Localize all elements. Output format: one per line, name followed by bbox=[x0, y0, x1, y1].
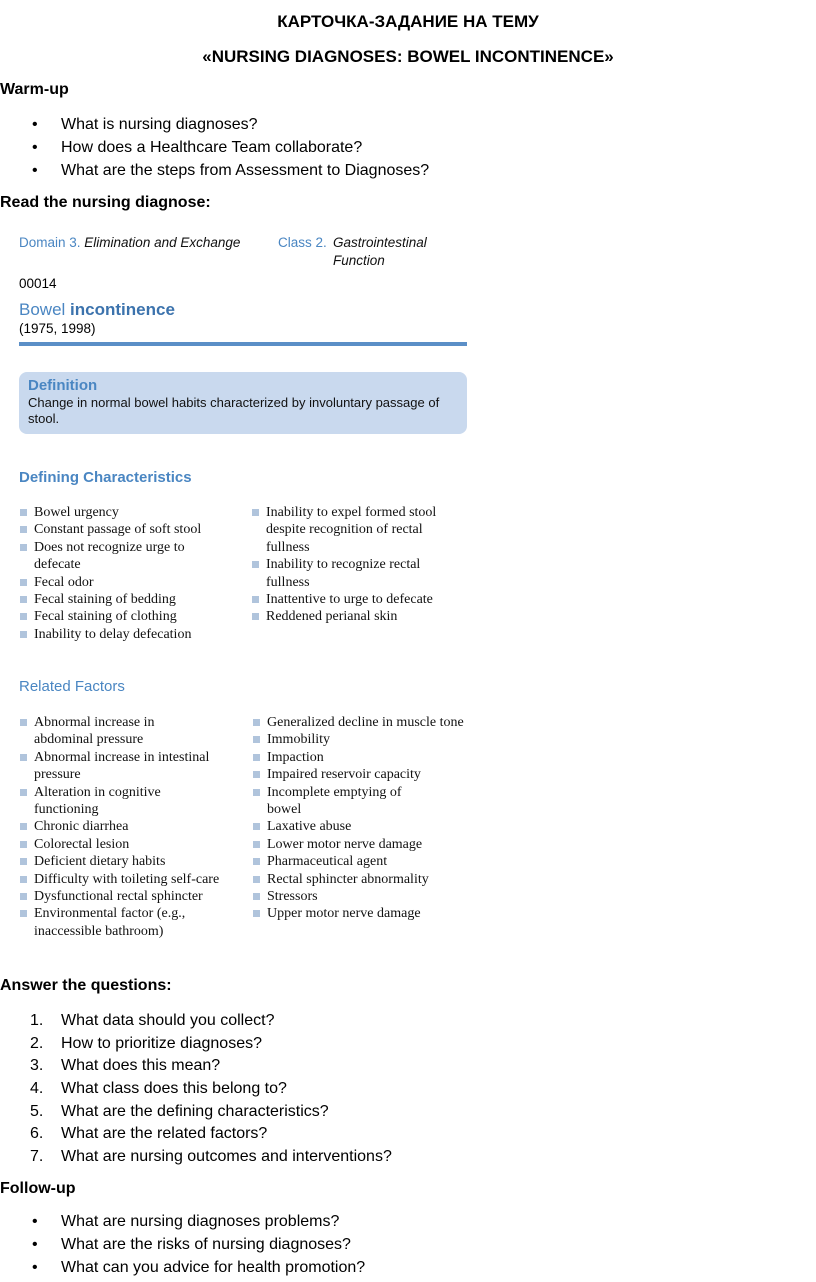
list-item: Abnormal increase in intestinal pressure bbox=[19, 749, 249, 784]
list-item: Immobility bbox=[252, 731, 467, 748]
list-item: • How does a Healthcare Team collaborate? bbox=[0, 136, 700, 159]
list-item: Inability to delay defecation bbox=[19, 626, 239, 643]
square-bullet-icon bbox=[20, 754, 27, 761]
class-label: Class 2. bbox=[278, 235, 327, 250]
list-item: • What are the steps from Assessment to Diagnoses? bbox=[0, 159, 700, 182]
list-item: Dysfunctional rectal sphincter bbox=[19, 888, 249, 905]
list-item: Rectal sphincter abnormality bbox=[252, 871, 467, 888]
list-item: Pharmaceutical agent bbox=[252, 853, 467, 870]
list-item: Impaction bbox=[252, 749, 467, 766]
list-item: 1. What data should you collect? bbox=[30, 1012, 275, 1029]
diagnosis-figure bbox=[0, 228, 480, 948]
list-item: Generalized decline in muscle tone bbox=[252, 714, 467, 731]
defining-right-list bbox=[251, 504, 466, 626]
square-bullet-icon bbox=[20, 841, 27, 848]
defining-left-list bbox=[19, 504, 239, 643]
bullet-icon: • bbox=[32, 1213, 38, 1230]
list-item: 2. How to prioritize diagnoses? bbox=[30, 1034, 262, 1052]
square-bullet-icon bbox=[20, 613, 27, 620]
square-bullet-icon bbox=[20, 509, 27, 516]
square-bullet-icon bbox=[253, 789, 260, 796]
list-item: 5. What are the defining characteristics? bbox=[30, 1102, 329, 1120]
list-item: • What are the risks of nursing diagnoses? bbox=[0, 1233, 700, 1256]
class-name: Gastrointestinal Function bbox=[333, 235, 427, 268]
square-bullet-icon bbox=[20, 544, 27, 551]
page-title-line1: КАРТОЧКА-ЗАДАНИЕ НА ТЕМУ bbox=[277, 12, 539, 31]
class-block bbox=[278, 234, 327, 252]
list-item: 7. What are nursing outcomes and interventions? bbox=[30, 1148, 392, 1166]
domain-class-line bbox=[19, 234, 240, 252]
divider bbox=[19, 342, 467, 346]
list-item: Upper motor nerve damage bbox=[252, 905, 467, 922]
square-bullet-icon bbox=[20, 631, 27, 638]
list-item: Inability to recognize rectal fullness bbox=[251, 556, 466, 591]
square-bullet-icon bbox=[253, 910, 260, 917]
list-item: 4. What class does this belong to? bbox=[30, 1080, 287, 1098]
square-bullet-icon bbox=[20, 526, 27, 533]
list-item: Colorectal lesion bbox=[19, 836, 249, 853]
followup-list bbox=[0, 1210, 700, 1279]
definition-heading: Definition bbox=[28, 377, 98, 394]
list-item: • What are nursing diagnoses problems? bbox=[0, 1210, 700, 1233]
list-item: Inattentive to urge to defecate bbox=[251, 591, 466, 608]
diagnosis-code: 00014 bbox=[19, 276, 57, 291]
square-bullet-icon bbox=[253, 841, 260, 848]
square-bullet-icon bbox=[253, 736, 260, 743]
square-bullet-icon bbox=[252, 561, 259, 568]
defining-heading: Defining Characteristics bbox=[19, 469, 192, 486]
list-item: Lower motor nerve damage bbox=[252, 836, 467, 853]
related-heading: Related Factors bbox=[19, 678, 125, 695]
list-item: • What can you advice for health promotion? bbox=[0, 1256, 700, 1279]
list-item: Laxative abuse bbox=[252, 818, 467, 835]
square-bullet-icon bbox=[253, 754, 260, 761]
list-item: Impaired reservoir capacity bbox=[252, 766, 467, 783]
questions-list bbox=[0, 1010, 700, 1169]
followup-heading: Follow-up bbox=[0, 1180, 76, 1197]
list-item: Fecal staining of bedding bbox=[19, 591, 239, 608]
square-bullet-icon bbox=[20, 789, 27, 796]
list-item: • What is nursing diagnoses? bbox=[0, 113, 700, 136]
bullet-icon: • bbox=[32, 139, 38, 156]
list-item: Difficulty with toileting self-care bbox=[19, 871, 249, 888]
square-bullet-icon bbox=[252, 613, 259, 620]
warmup-list bbox=[0, 113, 700, 182]
list-item: Abnormal increase in abdominal pressure bbox=[19, 714, 194, 749]
square-bullet-icon bbox=[253, 893, 260, 900]
list-item: Environmental factor (e.g., inaccessible bathroom) bbox=[19, 905, 234, 940]
list-item: 6. What are the related factors? bbox=[30, 1125, 268, 1143]
bullet-icon: • bbox=[32, 116, 38, 133]
square-bullet-icon bbox=[253, 823, 260, 830]
square-bullet-icon bbox=[253, 858, 260, 865]
domain-label: Domain 3. bbox=[19, 235, 81, 250]
definition-box bbox=[19, 372, 467, 434]
list-item: Deficient dietary habits bbox=[19, 853, 249, 870]
list-item: Alteration in cognitive functioning bbox=[19, 784, 194, 819]
bullet-icon: • bbox=[32, 1236, 38, 1253]
square-bullet-icon bbox=[253, 876, 260, 883]
diagnosis-years: (1975, 1998) bbox=[19, 321, 96, 336]
square-bullet-icon bbox=[20, 858, 27, 865]
square-bullet-icon bbox=[20, 893, 27, 900]
domain-name: Elimination and Exchange bbox=[84, 235, 241, 250]
related-left-list bbox=[19, 714, 249, 940]
bullet-icon: • bbox=[32, 1259, 38, 1276]
warmup-heading: Warm-up bbox=[0, 81, 69, 98]
list-item: Does not recognize urge to defecate bbox=[19, 539, 214, 574]
definition-text: Change in normal bowel habits characterized by involuntary passage of stool. bbox=[28, 395, 440, 426]
square-bullet-icon bbox=[20, 876, 27, 883]
square-bullet-icon bbox=[20, 579, 27, 586]
related-right-list bbox=[252, 714, 467, 923]
square-bullet-icon bbox=[20, 719, 27, 726]
list-item: Stressors bbox=[252, 888, 467, 905]
read-heading: Read the nursing diagnose: bbox=[0, 194, 211, 211]
questions-heading: Answer the questions: bbox=[0, 977, 172, 994]
list-item: Inability to expel formed stool despite recognition of rectal fullness bbox=[251, 504, 466, 556]
bullet-icon: • bbox=[32, 162, 38, 179]
square-bullet-icon bbox=[253, 771, 260, 778]
list-item: Chronic diarrhea bbox=[19, 818, 249, 835]
list-item: 3. What does this mean? bbox=[30, 1057, 221, 1075]
list-item: Fecal staining of clothing bbox=[19, 608, 239, 625]
square-bullet-icon bbox=[20, 823, 27, 830]
square-bullet-icon bbox=[253, 719, 260, 726]
square-bullet-icon bbox=[252, 596, 259, 603]
diagnosis-title: Bowel incontinence bbox=[19, 300, 175, 319]
list-item: Bowel urgency bbox=[19, 504, 239, 521]
square-bullet-icon bbox=[20, 596, 27, 603]
list-item: Reddened perianal skin bbox=[251, 608, 466, 625]
square-bullet-icon bbox=[20, 910, 27, 917]
list-item: Incomplete emptying of bowel bbox=[252, 784, 437, 819]
list-item: Constant passage of soft stool bbox=[19, 521, 239, 538]
list-item: Fecal odor bbox=[19, 574, 239, 591]
page-title-line2: «NURSING DIAGNOSES: BOWEL INCONTINENCE» bbox=[202, 47, 614, 66]
square-bullet-icon bbox=[252, 509, 259, 516]
